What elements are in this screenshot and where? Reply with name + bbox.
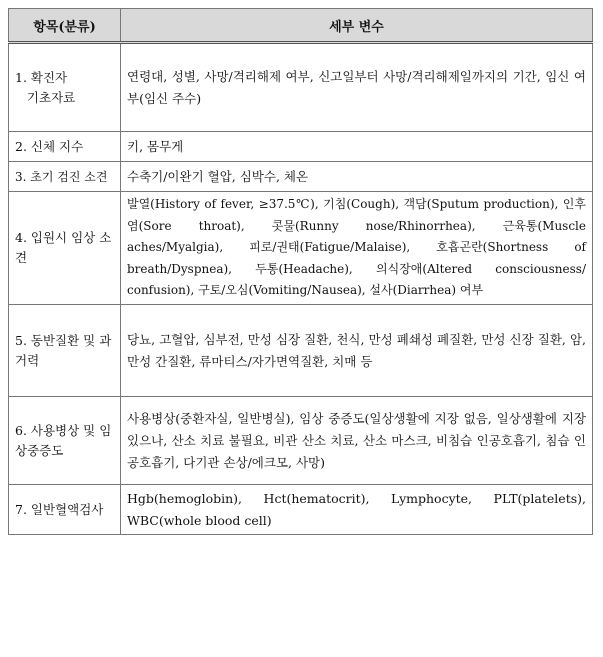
row-category xyxy=(9,43,121,132)
table-row xyxy=(9,397,593,485)
row-details: 연령대, 성별, 사망/격리해제 여부, 신고일부터 사망/격리해제일까지의 기간, 임신 여부(임신 주수) xyxy=(121,43,593,132)
row-category: 3. 초기 검진 소견 xyxy=(9,162,121,192)
row-details: 발열(History of fever, ≥37.5℃), 기침(Cough), 객담(Sputum production), 인후염(Sore throat), 콧물(Runny nose/Rhinorrhea), 근육통(Muscle aches/Myalgia), 피로/권태(Fatigue/Malaise), 호흡곤란(Shortness of breath/Dyspnea), 두통(Headache), 의식장애(Altered consciousness/ confusion), 구토/오심(Vomiting/Nausea), 설사(Diarrhea) 여부 xyxy=(121,192,593,305)
row-category: 4. 입원시 임상 소견 xyxy=(9,192,121,305)
row-category: 2. 신체 지수 xyxy=(9,132,121,162)
row-category: 5. 동반질환 및 과거력 xyxy=(9,305,121,397)
table-row xyxy=(9,162,593,192)
table-row xyxy=(9,192,593,305)
header-details: 세부 변수 xyxy=(121,9,593,43)
table-row xyxy=(9,132,593,162)
row-details: 키, 몸무게 xyxy=(121,132,593,162)
row-category: 7. 일반혈액검사 xyxy=(9,485,121,535)
table-row xyxy=(9,305,593,397)
row-details: 당뇨, 고혈압, 심부전, 만성 심장 질환, 천식, 만성 폐쇄성 폐질환, 만성 신장 질환, 암, 만성 간질환, 류마티스/자가면역질환, 치매 등 xyxy=(121,305,593,397)
table-header-row xyxy=(9,9,593,43)
row-details: 수축기/이완기 혈압, 심박수, 체온 xyxy=(121,162,593,192)
header-category: 항목(분류) xyxy=(9,9,121,43)
row-category-text: 1. 확진자 기초자료 xyxy=(15,69,76,105)
table-row xyxy=(9,485,593,535)
table-row xyxy=(9,43,593,132)
variable-table-container xyxy=(8,8,592,535)
row-details: 사용병상(중환자실, 일반병실), 임상 중증도(일상생활에 지장 없음, 일상생활에 지장 있으나, 산소 치료 불필요, 비관 산소 치료, 산소 마스크, 비침습 인공호흡기, 침습 인공호흡기, 다기관 손상/에크모, 사망) xyxy=(121,397,593,485)
row-details: Hgb(hemoglobin), Hct(hematocrit), Lymphocyte, PLT(platelets), WBC(whole blood cell) xyxy=(121,485,593,535)
variable-table xyxy=(8,8,593,535)
row-category: 6. 사용병상 및 임상중증도 xyxy=(9,397,121,485)
